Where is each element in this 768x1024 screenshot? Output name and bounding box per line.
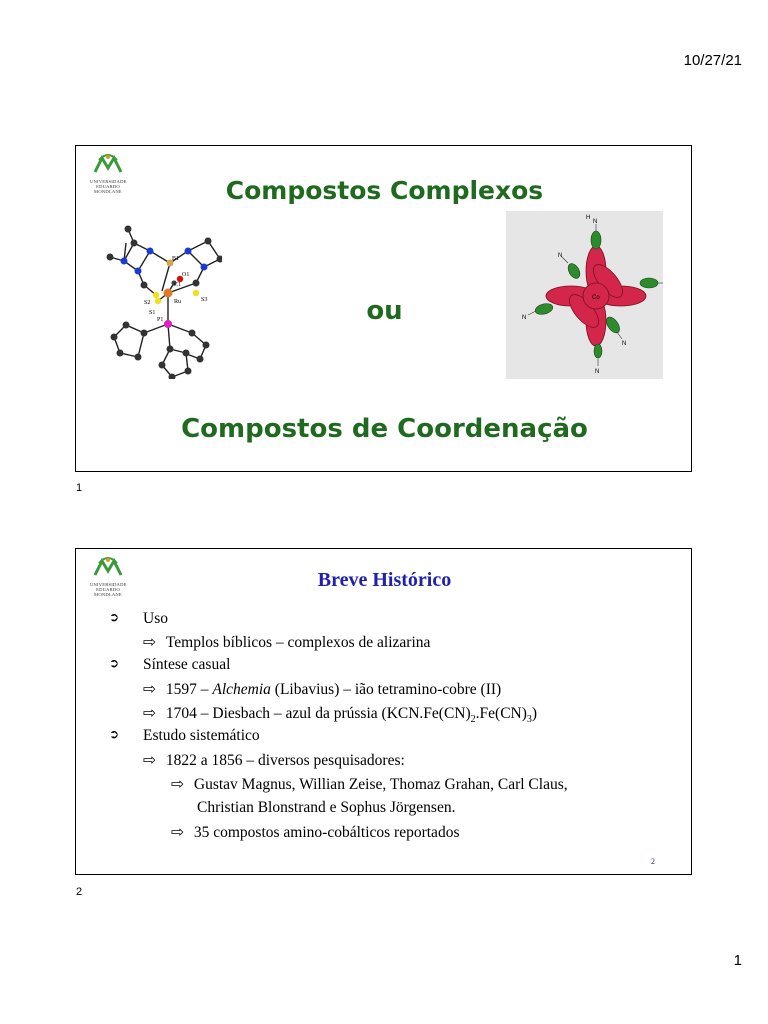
bullet-uso [109, 610, 168, 628]
sub-bullet-arrow-icon: ⇨ [143, 633, 156, 651]
label-p1: P1 [157, 317, 164, 323]
bullet-estudo [109, 727, 260, 745]
slide-1-title: Compostos Complexos [225, 176, 544, 205]
subsub-bullet-35 [171, 823, 459, 842]
label-s2: S2 [144, 300, 151, 306]
sub-bullet-arrow-icon: ⇨ [143, 751, 156, 769]
slide-1-or: ou [366, 296, 403, 326]
subsub-bullet-text: 35 compostos amino-cobálticos reportados [193, 824, 460, 841]
slide-1-number: 1 [76, 482, 83, 494]
subsub-bullet-scientists-cont [197, 799, 455, 817]
bullet-arrow-icon: ➲ [109, 656, 120, 670]
subsub-bullet-text: Gustav Magnus, Willian Zeise, Thomaz Grahan, Carl Claus, [193, 776, 568, 793]
logo-text-3: MONDLANE [94, 189, 122, 194]
formula-post: ) [531, 705, 538, 722]
logo-text-2: EDUARDO [96, 184, 120, 189]
ruthenium-complex-molecule-image [104, 221, 222, 379]
slide-2-number: 2 [76, 886, 83, 898]
logo-text-2: EDUARDO [96, 587, 120, 592]
label-c1: C1 [174, 282, 182, 288]
slide-1 [75, 145, 692, 472]
subsub-bullet-arrow-icon: ⇨ [171, 823, 184, 841]
slide-2 [75, 548, 692, 875]
orbital-n-label-top: N [593, 219, 598, 225]
sub-bullet-1597 [143, 680, 501, 699]
slide-1-subtitle: Compostos de Coordenação [181, 414, 588, 444]
orbital-n-label-left: N [558, 253, 563, 259]
page-number: 1 [733, 952, 742, 969]
sub-bullet-arrow-icon: ⇨ [143, 680, 156, 698]
sub-bullet-text: 1822 a 1856 – diversos pesquisadores: [165, 752, 405, 769]
label-o1: O1 [182, 272, 190, 278]
logo-emblem-icon [93, 152, 123, 174]
sub-bullet-text: Templos bíblicos – complexos de alizarina [165, 634, 431, 651]
sub-bullet-year: 1597 – [165, 681, 213, 698]
slide-2-title: Breve Histórico [317, 569, 452, 591]
slide-2-inner-page-number: 2 [651, 857, 655, 866]
bullet-label: Síntese casual [143, 656, 231, 673]
formula-sub-1: 2 [470, 714, 476, 726]
subsub-bullet-scientists [171, 775, 568, 794]
formula-pre: 1704 – Diesbach – azul da prússia (KCN.Fe(CN) [165, 705, 471, 722]
date: 10/27/21 [683, 52, 742, 69]
orbital-n-label-bottom-right: N [622, 341, 627, 347]
bullet-label: Uso [143, 610, 168, 627]
orbital-n-label-bottom-left: N [522, 315, 527, 321]
label-s1: S1 [149, 310, 156, 316]
orbital-h-label-top: H [586, 215, 591, 221]
subsub-bullet-text: Christian Blonstrand e Sophus Jörgensen. [197, 799, 456, 816]
label-b1: B1 [172, 256, 180, 262]
label-s3: S3 [201, 297, 208, 303]
label-ru: Ru [174, 299, 182, 305]
bullet-arrow-icon: ➲ [109, 727, 120, 741]
orbital-center-label: Co [592, 295, 600, 301]
logo-text-1: UNIVERSIDADE [90, 582, 127, 587]
bullet-label: Estudo sistemático [143, 727, 260, 744]
sub-bullet-templos [143, 633, 430, 652]
logo-text-1: UNIVERSIDADE [90, 179, 127, 184]
bullet-sintese [109, 656, 231, 674]
sub-bullet-1704 [143, 704, 537, 725]
orbital-n-label-bottom: N [595, 369, 600, 375]
sub-bullet-rest: (Libavius) – ião tetramino-cobre (II) [270, 681, 502, 698]
formula-mid: .Fe(CN) [475, 705, 527, 722]
cobalt-orbital-diagram-image [506, 211, 663, 379]
formula-sub-2: 3 [526, 714, 532, 726]
sub-bullet-1822 [143, 751, 405, 770]
sub-bullet-italic: Alchemia [212, 681, 271, 698]
logo-text-3: MONDLANE [94, 592, 122, 597]
sub-bullet-arrow-icon: ⇨ [143, 704, 156, 722]
subsub-bullet-arrow-icon: ⇨ [171, 775, 184, 793]
bullet-arrow-icon: ➲ [109, 610, 120, 624]
